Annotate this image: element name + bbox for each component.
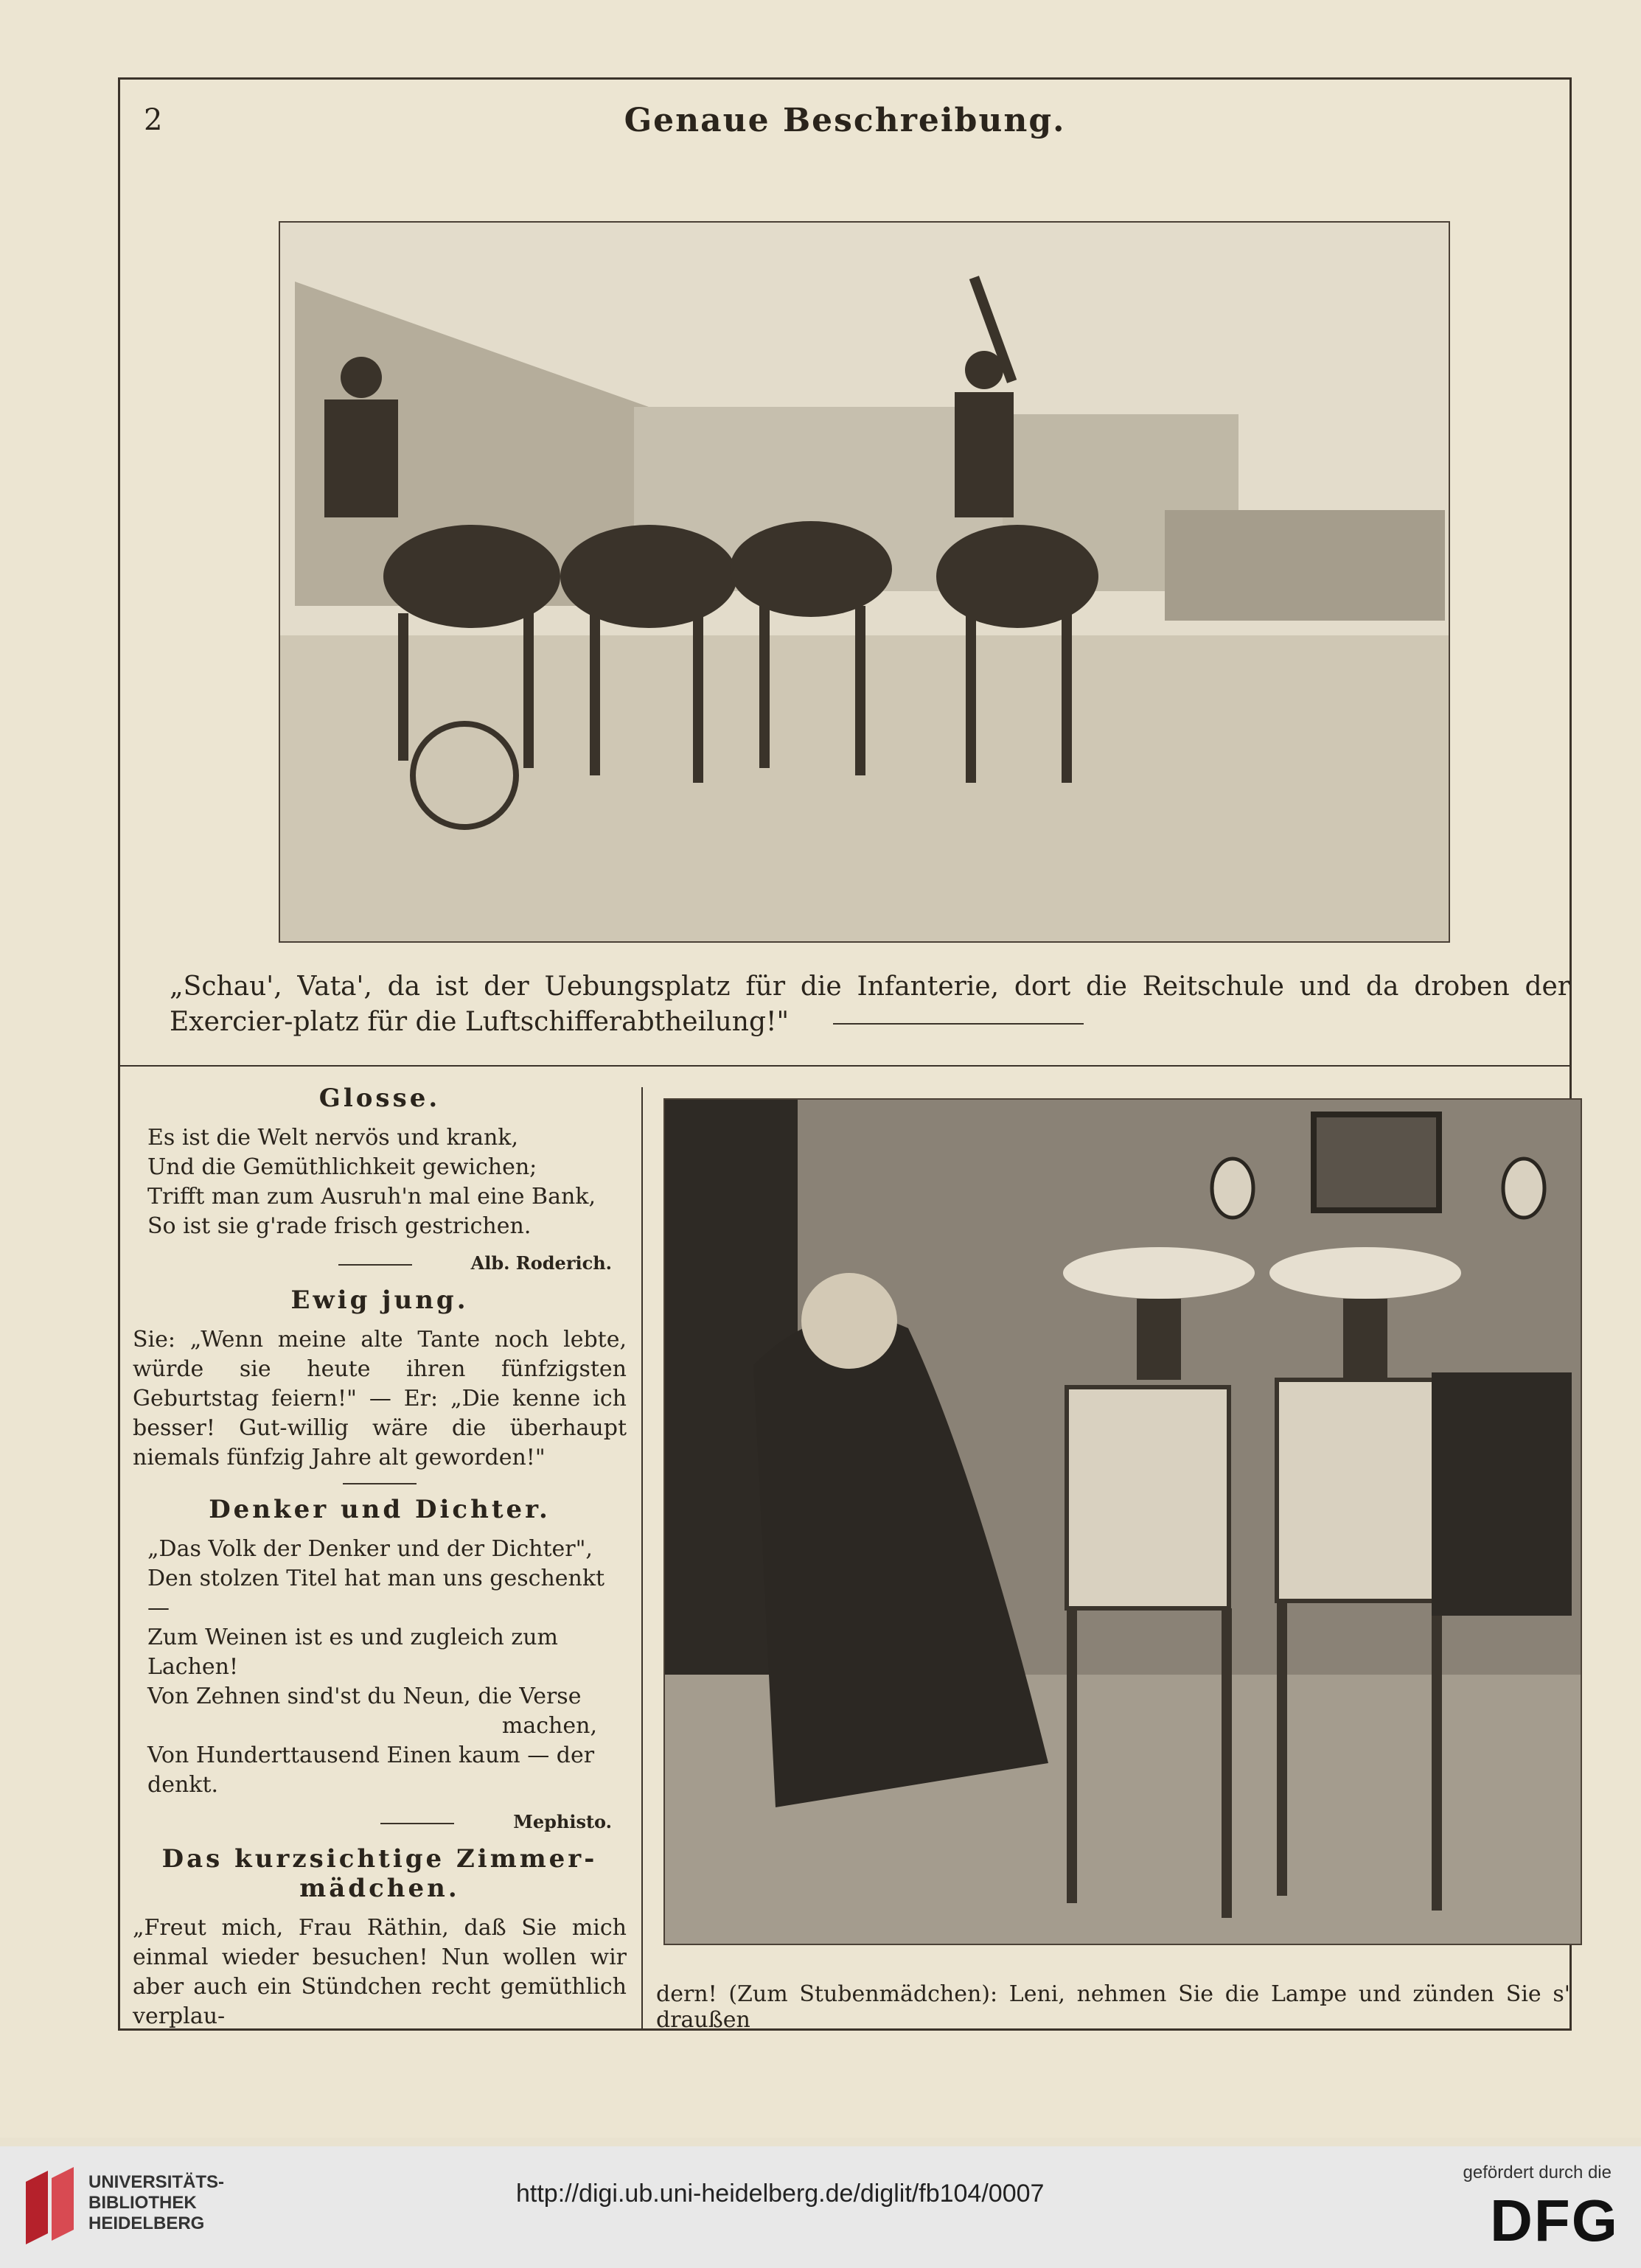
- library-name: UNIVERSITÄTS- BIBLIOTHEK HEIDELBERG: [88, 2172, 225, 2233]
- article-text-zimmermaedchen: „Freut mich, Frau Räthin, daß Sie mich einmal wieder besuchen! Nun wollen wir aber auch ein Stündchen recht gemüthlich verplau-: [133, 1915, 627, 2029]
- section-separator: [118, 1065, 1572, 1067]
- article-text-ewig-jung: Sie: „Wenn meine alte Tante noch lebte, würde sie heute ihren fünfzigsten Geburtstag feiern!" — Er: „Die kenne ich besser! Gut-willig wäre die überhaupt niemals fünfzig Jahre alt geworden!": [133, 1327, 627, 1470]
- verse-line: Von Zehnen sind'st du Neun, die Verse: [147, 1683, 582, 1709]
- page-title: Genaue Beschreibung.: [624, 102, 1066, 139]
- verse-line: Zum Weinen ist es und zugleich zum Lachen!: [147, 1625, 558, 1680]
- author-signature: Alb. Roderich.: [133, 1249, 612, 1278]
- dfg-logo: DFG: [1490, 2188, 1619, 2253]
- verse-line: Von Hunderttausend Einen kaum — der denkt.: [147, 1742, 595, 1798]
- university-logo-icon: [18, 2167, 79, 2248]
- page-number: 2: [144, 103, 163, 137]
- verse-line: Den stolzen Titel hat man uns geschenkt —: [147, 1566, 605, 1621]
- article-title-glosse: Glosse.: [318, 1084, 441, 1113]
- illustration-caption: „Schau', Vata', da ist der Uebungsplatz für die Infanterie, dort die Reitschule und da droben der Exercier-platz für die Luftschifferabtheilung!": [170, 971, 1570, 1037]
- verse-line: machen,: [501, 1713, 597, 1739]
- short-rule: [343, 1483, 417, 1484]
- verse-line: Und die Gemüthlichkeit gewichen;: [147, 1154, 537, 1180]
- left-column: [133, 1076, 627, 2036]
- verse-line: „Das Volk der Denker und der Dichter",: [147, 1536, 593, 1562]
- author-signature: Mephisto.: [133, 1807, 612, 1837]
- article-continuation: dern! (Zum Stubenmädchen): Leni, nehmen Sie die Lampe und zünden Sie s' draußen: [656, 1981, 1570, 2033]
- article-title-zimmermaedchen: Das kurzsichtige Zimmer-mädchen.: [161, 1844, 598, 1903]
- verse-line: So ist sie g'rade frisch gestrichen.: [147, 1213, 532, 1239]
- column-divider: [641, 1087, 643, 2031]
- footer-bar: [0, 2146, 1641, 2268]
- poem-denker: [133, 1535, 627, 1800]
- funding-label: gefördert durch die: [1463, 2163, 1612, 2182]
- article-title-denker: Denker und Dichter.: [209, 1495, 551, 1524]
- illustration-horses: [279, 221, 1450, 943]
- poem-glosse: [133, 1123, 627, 1241]
- illustration-sleeping-woman: [663, 1098, 1582, 1945]
- source-url-link[interactable]: http://digi.ub.uni-heidelberg.de/diglit/fb104/0007: [516, 2180, 1045, 2208]
- verse-line: Trifft man zum Ausruh'n mal eine Bank,: [147, 1184, 596, 1210]
- article-title-ewig-jung: Ewig jung.: [290, 1285, 469, 1315]
- verse-line: Es ist die Welt nervös und krank,: [147, 1125, 519, 1151]
